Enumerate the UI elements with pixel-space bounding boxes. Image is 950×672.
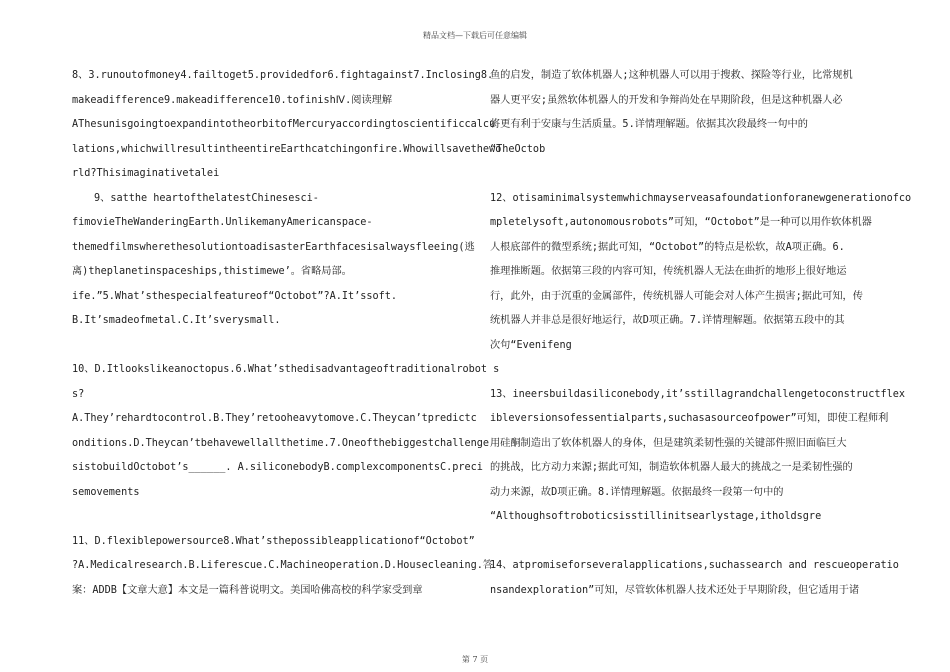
text-line: 用硅酮制造出了软体机器人的身体，但是建筑柔韧性强的关键部件照旧面临巨大 bbox=[490, 437, 847, 449]
text-line: ?A.Medicalresearch.B.Liferescue.C.Machineoperation.D.Housecleaning.答 bbox=[72, 560, 494, 571]
text-line: fimovieTheWanderingEarth.UnlikemanyAmericanspace- bbox=[72, 217, 373, 228]
text-line: 次句“Evenifeng bbox=[490, 339, 572, 351]
text-line: A.They’rehardtocontrol.B.They’retooheavytomove.C.Theycan’tpredictc bbox=[72, 413, 477, 424]
text-line: 离)theplanetinspaceships,thistimewe’。省略局部。 bbox=[72, 266, 352, 277]
paragraph bbox=[72, 530, 494, 604]
paragraph-gap bbox=[490, 358, 882, 383]
paragraph bbox=[490, 383, 905, 530]
left-column bbox=[72, 64, 502, 603]
text-line: 14、atpromiseforseveralapplications,suchassearch and rescueoperatio bbox=[490, 560, 899, 571]
paragraph bbox=[72, 187, 458, 212]
text-line: themedfilmswherethesolutiontoadisasterEarthfacesisalwaysfleeing(逃 bbox=[72, 241, 475, 253]
paragraph bbox=[72, 64, 502, 187]
text-line: 9、satthe heartofthelatestChinesesci- bbox=[94, 192, 319, 204]
text-line: rld?Thisimaginativetalei bbox=[72, 168, 220, 179]
paragraph bbox=[490, 554, 899, 603]
text-line: 行，此外，由于沉重的金属部件，传统机器人可能会对人体产生损害;据此可知，传 bbox=[490, 290, 863, 302]
paragraph-gap bbox=[490, 530, 882, 555]
text-line: 将更有利于安康与生活质量。5.详情理解题。依据其次段最终一句中的 bbox=[490, 119, 808, 130]
paragraph-gap bbox=[72, 334, 458, 359]
paragraph-gap bbox=[72, 505, 458, 530]
text-line: semovements bbox=[72, 486, 140, 498]
text-line: AThesunisgoingtoexpandintotheorbitofMercuryaccordingtoscientificcalcu bbox=[72, 119, 496, 130]
text-line: 推理推断题。依据第三段的内容可知，传统机器人无法在曲折的地形上很好地运 bbox=[490, 266, 847, 277]
text-line: 动力来源，故D项正确。8.详情理解题。依据最终一段第一句中的 bbox=[490, 486, 784, 498]
paragraph-gap bbox=[490, 162, 882, 187]
text-line: 器人更平安;虽然软体机器人的开发和争辩尚处在早期阶段，但是这种机器人必 bbox=[490, 94, 843, 106]
text-line: ife.”5.What’sthespecialfeatureof“Octobot”?A.It’ssoft. bbox=[72, 290, 398, 302]
text-line: 鱼的启发，制造了软体机器人;这种机器人可以用于搜救、探险等行业，比常规机 bbox=[490, 70, 853, 81]
text-line: 案：ADDB【文章大意】本文是一篇科普说明文。美国哈佛高校的科学家受到章 bbox=[72, 584, 423, 596]
text-line: lations,whichwillresultintheentireEarthcatchingonfire.Whowillsavethewo bbox=[72, 143, 502, 155]
text-line: ibleversionsofessentialparts,suchasasourceofpower”可知，即使工程师利 bbox=[490, 413, 889, 424]
text-line: sistobuildOctobot’s______. A.siliconebodyB.complexcomponentsC.preci bbox=[72, 462, 483, 473]
paragraph bbox=[490, 187, 912, 359]
text-line: nsandexploration”可知，尽管软体机器人技术还处于早期阶段，但它适用于诸 bbox=[490, 584, 860, 596]
text-line: mpletelysoft,autonomousrobots”可知，“Octobot”是一种可以用作软体机器 bbox=[490, 217, 872, 228]
paragraph bbox=[72, 358, 500, 505]
text-line: s? bbox=[72, 388, 85, 400]
text-line: 的挑战，比方动力来源;据此可知，制造软体机器人最大的挑战之一是柔韧性强的 bbox=[490, 462, 853, 473]
paragraph bbox=[490, 64, 882, 162]
paragraph bbox=[72, 211, 475, 334]
page-header: 精品文档—下载后可任意编辑 bbox=[423, 31, 527, 40]
text-line: “Althoughsoftroboticsisstillinitsearlystage,itholdsgre bbox=[490, 511, 822, 522]
text-line: 10、D.Itlookslikeanoctopus.6.What’sthedisadvantageoftraditionalrobot s bbox=[72, 364, 500, 375]
text-line: 统机器人并非总是很好地运行，故D项正确。7.详情理解题。依据第五段中的其 bbox=[490, 315, 845, 326]
text-line: 11、D.flexiblepowersource8.What’sthepossibleapplicationof“Octobot” bbox=[72, 535, 475, 547]
text-line: 8、3.runoutofmoney4.failtoget5.providedfor6.fightagainst7.Inclosing8. bbox=[72, 70, 494, 81]
text-line: 12、otisaminimalsystemwhichmayserveasafoundationforanewgenerationofco bbox=[490, 192, 912, 204]
text-line: B.It’smadeofmetal.C.It’sverysmall. bbox=[72, 315, 281, 326]
text-line: 13、ineersbuildasiliconebody,it’sstillagrandchallengetoconstructflex bbox=[490, 388, 905, 400]
text-line: onditions.D.Theycan’tbehavewellallthetime.7.Oneofthebiggestchallenge bbox=[72, 437, 490, 449]
text-line: 人根底部件的微型系统;据此可知，“Octobot”的特点是松软，故A项正确。6. bbox=[490, 241, 845, 253]
text-line: “TheOctob bbox=[490, 143, 546, 155]
right-column bbox=[490, 64, 912, 603]
text-line: makeadifference9.makeadifference10.tofinishⅣ.阅读理解 bbox=[72, 94, 393, 106]
page-footer: 第 7 页 bbox=[461, 655, 489, 664]
